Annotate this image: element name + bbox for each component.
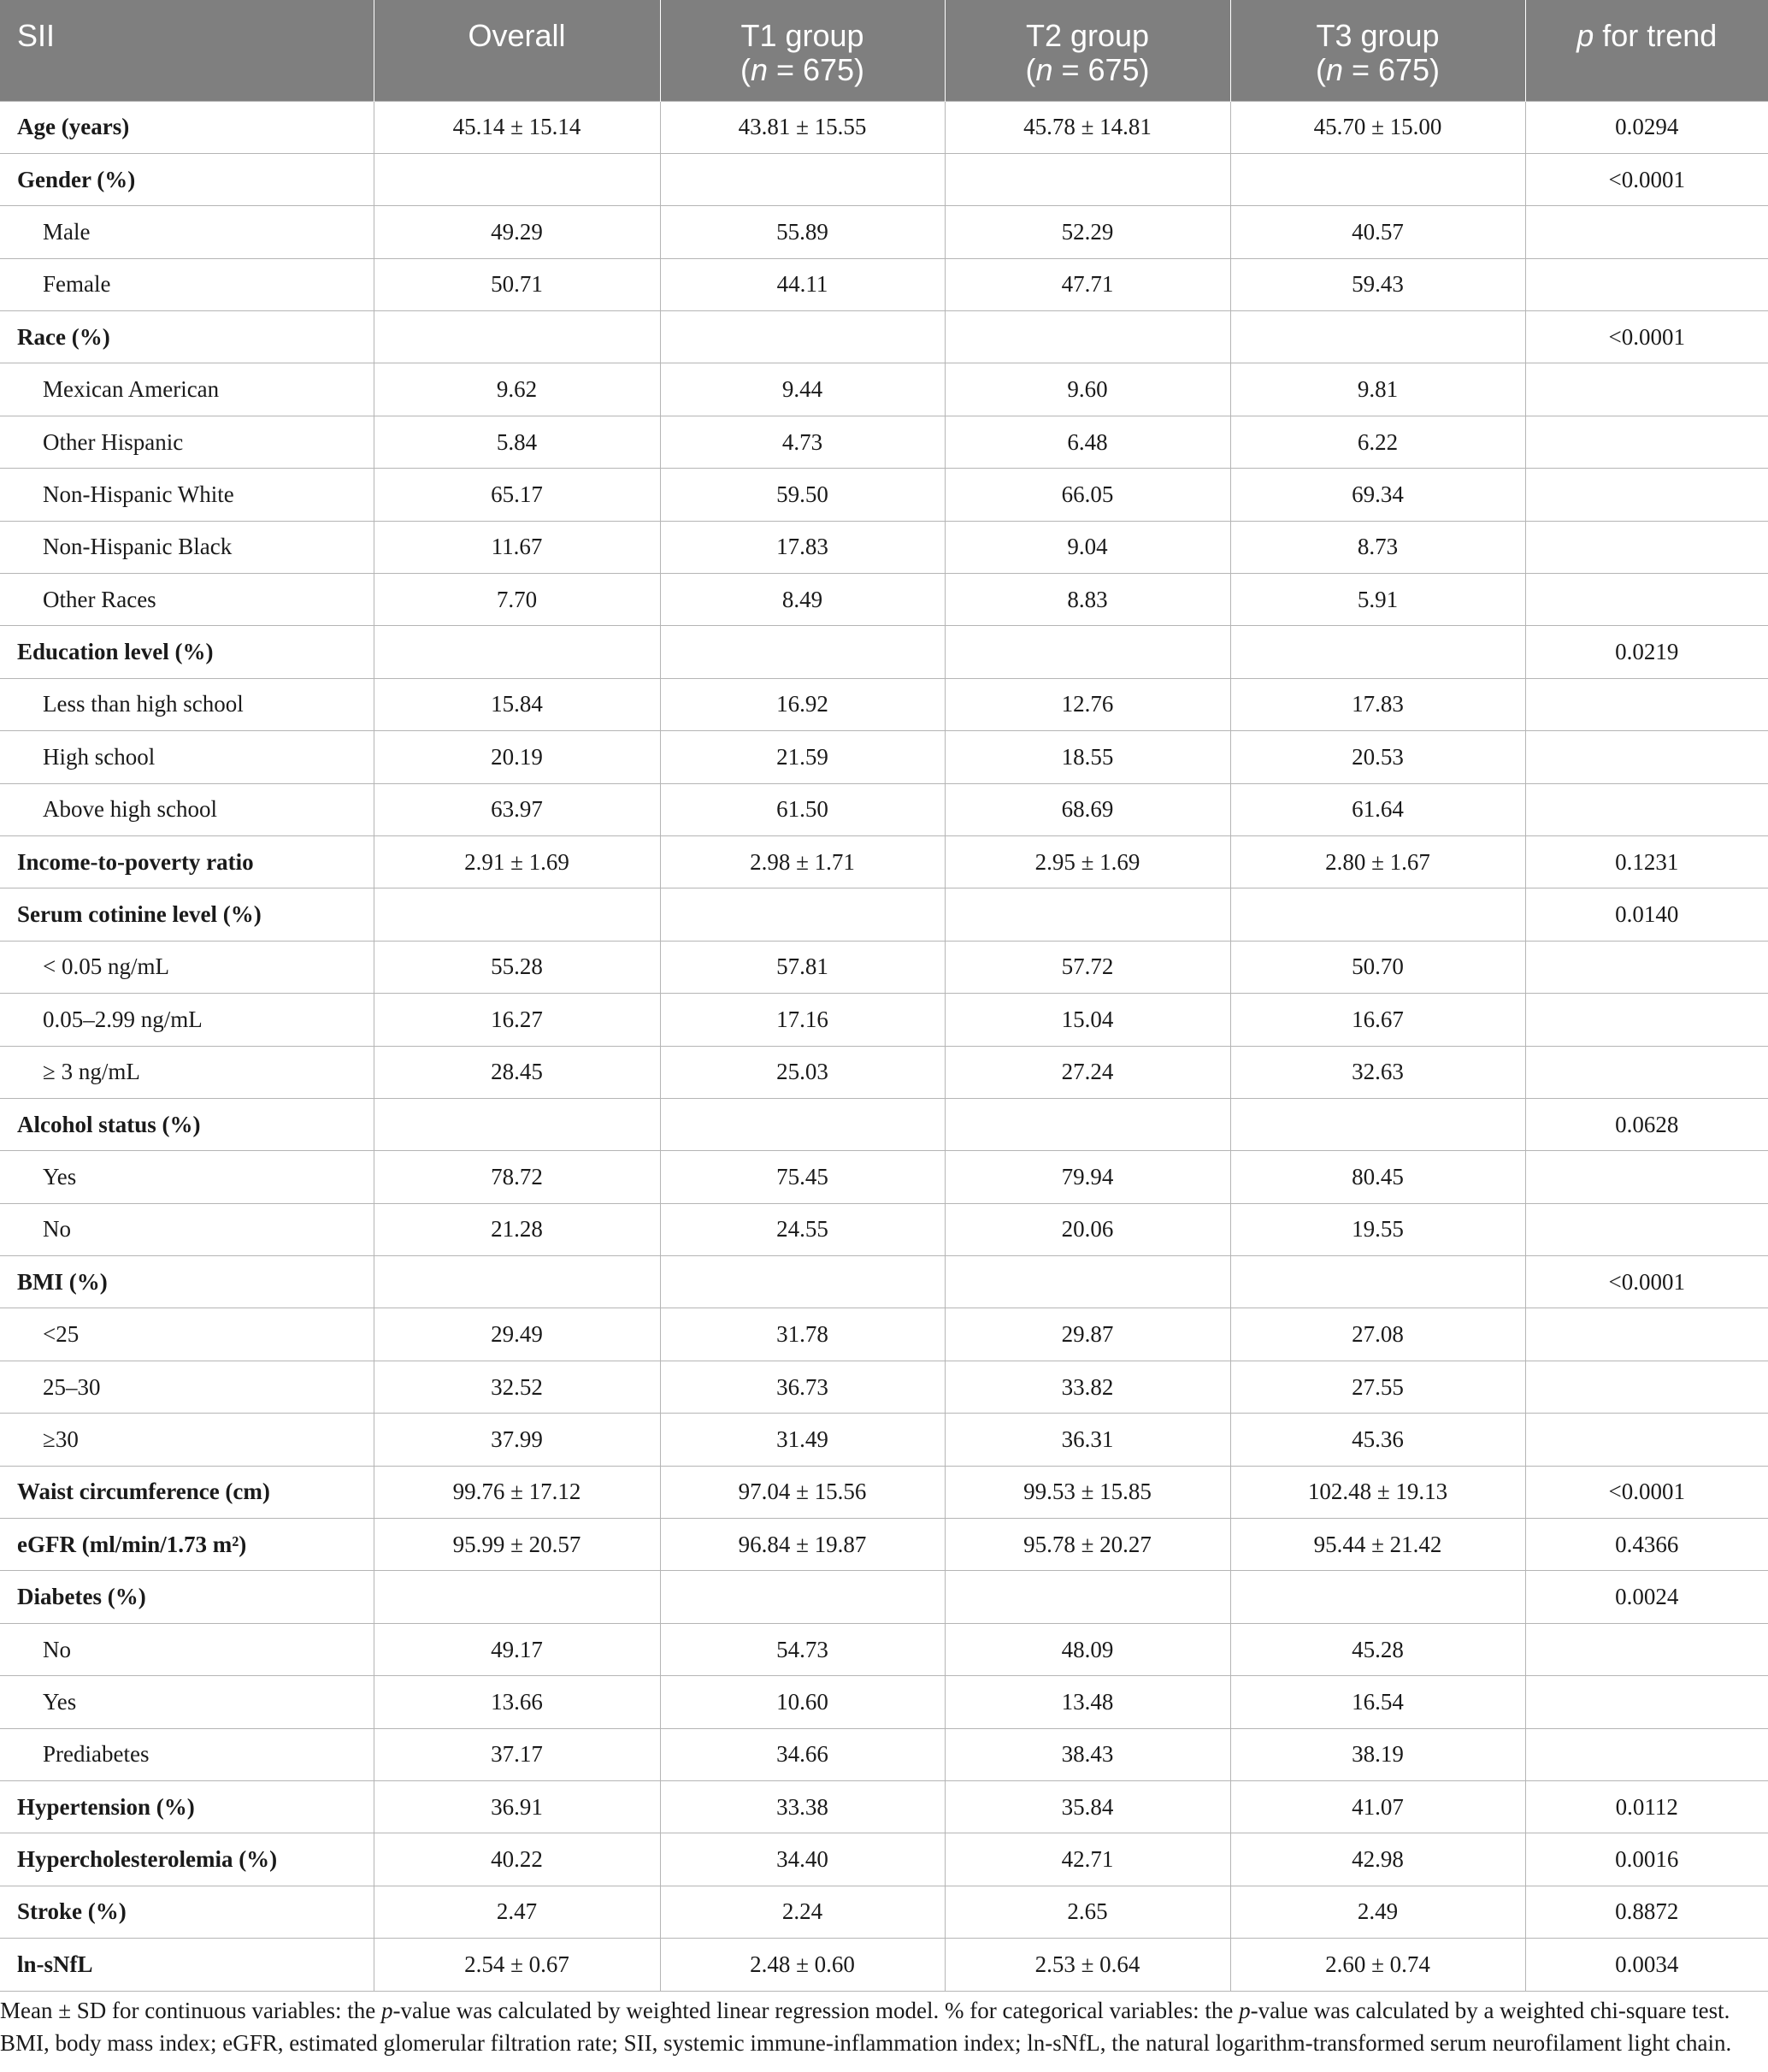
cell-t3: 41.07	[1230, 1781, 1525, 1833]
cell-t1: 2.98 ± 1.71	[660, 835, 945, 888]
row-label: No	[0, 1203, 374, 1255]
cell-p-for-trend	[1525, 416, 1768, 468]
table-row-category	[0, 1203, 1768, 1255]
table-row-variable	[0, 1833, 1768, 1886]
cell-t2: 57.72	[945, 941, 1230, 993]
table-row-category	[0, 206, 1768, 258]
table-row-category	[0, 521, 1768, 573]
cell-p-for-trend	[1525, 941, 1768, 993]
cell-t2: 12.76	[945, 678, 1230, 730]
cell-t3: 102.48 ± 19.13	[1230, 1466, 1525, 1518]
cell-t1: 8.49	[660, 574, 945, 626]
row-label: ≥30	[0, 1414, 374, 1466]
cell-p-for-trend: 0.0219	[1525, 626, 1768, 678]
row-label: Race (%)	[0, 311, 374, 363]
row-label: Mexican American	[0, 363, 374, 416]
cell-overall: 78.72	[374, 1151, 660, 1203]
table-row-variable	[0, 1781, 1768, 1833]
table-row-category	[0, 1728, 1768, 1780]
row-label: Serum cotinine level (%)	[0, 888, 374, 941]
cell-p-for-trend	[1525, 1203, 1768, 1255]
cell-t3: 61.64	[1230, 783, 1525, 835]
table-body	[0, 101, 1768, 1991]
cell-t3	[1230, 1098, 1525, 1150]
cell-t1	[660, 311, 945, 363]
row-label: Age (years)	[0, 101, 374, 153]
cell-t2: 2.53 ± 0.64	[945, 1939, 1230, 1991]
cell-overall: 36.91	[374, 1781, 660, 1833]
table-row-variable	[0, 1571, 1768, 1623]
cell-t1: 16.92	[660, 678, 945, 730]
cell-t2: 2.95 ± 1.69	[945, 835, 1230, 888]
row-label: <25	[0, 1308, 374, 1361]
cell-t1	[660, 626, 945, 678]
cell-t1: 34.40	[660, 1833, 945, 1886]
cell-p-for-trend: <0.0001	[1525, 1466, 1768, 1518]
cell-t3: 5.91	[1230, 574, 1525, 626]
row-label: Male	[0, 206, 374, 258]
row-label: Waist circumference (cm)	[0, 1466, 374, 1518]
cell-t1: 31.78	[660, 1308, 945, 1361]
cell-t1: 2.48 ± 0.60	[660, 1939, 945, 1991]
cell-overall: 29.49	[374, 1308, 660, 1361]
cell-p-for-trend: 0.8872	[1525, 1886, 1768, 1938]
row-label: Gender (%)	[0, 153, 374, 205]
cell-t2: 18.55	[945, 731, 1230, 783]
cell-p-for-trend: 0.0140	[1525, 888, 1768, 941]
table-header	[0, 0, 1768, 101]
cell-t1: 17.83	[660, 521, 945, 573]
cell-t1	[660, 1256, 945, 1308]
cell-p-for-trend	[1525, 206, 1768, 258]
table-row-category	[0, 1676, 1768, 1728]
cell-t2: 27.24	[945, 1046, 1230, 1098]
cell-overall: 49.29	[374, 206, 660, 258]
cell-t2	[945, 1256, 1230, 1308]
row-label: Diabetes (%)	[0, 1571, 374, 1623]
cell-p-for-trend: 0.1231	[1525, 835, 1768, 888]
header-t3-group	[1230, 0, 1525, 101]
cell-t1	[660, 153, 945, 205]
cell-overall: 45.14 ± 15.14	[374, 101, 660, 153]
cell-t1: 34.66	[660, 1728, 945, 1780]
cell-t3: 27.08	[1230, 1308, 1525, 1361]
cell-t1: 9.44	[660, 363, 945, 416]
cell-overall: 95.99 ± 20.57	[374, 1519, 660, 1571]
cell-p-for-trend	[1525, 1623, 1768, 1675]
cell-overall: 2.54 ± 0.67	[374, 1939, 660, 1991]
header-t3-name: T3 group	[1316, 18, 1440, 53]
cell-t2: 9.60	[945, 363, 1230, 416]
cell-t2: 66.05	[945, 469, 1230, 521]
cell-t3: 17.83	[1230, 678, 1525, 730]
cell-t1: 31.49	[660, 1414, 945, 1466]
cell-t3: 16.67	[1230, 994, 1525, 1046]
row-label: Above high school	[0, 783, 374, 835]
header-p-for-trend: p for trend	[1525, 0, 1768, 101]
cell-t3: 8.73	[1230, 521, 1525, 573]
cell-overall	[374, 153, 660, 205]
table-row-variable	[0, 888, 1768, 941]
cell-overall: 2.47	[374, 1886, 660, 1938]
cell-t2: 29.87	[945, 1308, 1230, 1361]
cell-t2: 20.06	[945, 1203, 1230, 1255]
cell-p-for-trend: <0.0001	[1525, 153, 1768, 205]
cell-t3: 80.45	[1230, 1151, 1525, 1203]
cell-overall: 13.66	[374, 1676, 660, 1728]
cell-t3	[1230, 626, 1525, 678]
cell-t1: 55.89	[660, 206, 945, 258]
cell-t3: 16.54	[1230, 1676, 1525, 1728]
cell-p-for-trend	[1525, 731, 1768, 783]
table-row-category	[0, 1308, 1768, 1361]
table-row-category	[0, 258, 1768, 310]
row-label: 25–30	[0, 1361, 374, 1413]
table-row-category	[0, 416, 1768, 468]
cell-t3: 45.70 ± 15.00	[1230, 101, 1525, 153]
row-label: Yes	[0, 1151, 374, 1203]
cell-t1	[660, 1571, 945, 1623]
cell-t3	[1230, 153, 1525, 205]
table-row-variable	[0, 1466, 1768, 1518]
row-label: Non-Hispanic White	[0, 469, 374, 521]
cell-overall: 7.70	[374, 574, 660, 626]
row-label: Other Races	[0, 574, 374, 626]
table-row-category	[0, 1414, 1768, 1466]
cell-t2: 6.48	[945, 416, 1230, 468]
cell-t3: 19.55	[1230, 1203, 1525, 1255]
row-label: No	[0, 1623, 374, 1675]
cell-t1: 57.81	[660, 941, 945, 993]
header-t2-name: T2 group	[1025, 18, 1150, 53]
header-sii: SII	[0, 0, 374, 101]
cell-p-for-trend	[1525, 783, 1768, 835]
cell-overall: 5.84	[374, 416, 660, 468]
header-row	[0, 0, 1768, 101]
cell-t1: 96.84 ± 19.87	[660, 1519, 945, 1571]
cell-p-for-trend	[1525, 258, 1768, 310]
cell-t2: 9.04	[945, 521, 1230, 573]
cell-t3: 59.43	[1230, 258, 1525, 310]
cell-t2: 99.53 ± 15.85	[945, 1466, 1230, 1518]
cell-p-for-trend: 0.0112	[1525, 1781, 1768, 1833]
cell-t1	[660, 888, 945, 941]
row-label: Income-to-poverty ratio	[0, 835, 374, 888]
cell-t3: 6.22	[1230, 416, 1525, 468]
cell-overall: 65.17	[374, 469, 660, 521]
row-label: Female	[0, 258, 374, 310]
cell-t1: 54.73	[660, 1623, 945, 1675]
cell-t1: 4.73	[660, 416, 945, 468]
row-label: Yes	[0, 1676, 374, 1728]
cell-t2: 2.65	[945, 1886, 1230, 1938]
cell-t1: 25.03	[660, 1046, 945, 1098]
cell-t3: 42.98	[1230, 1833, 1525, 1886]
cell-p-for-trend: 0.4366	[1525, 1519, 1768, 1571]
cell-t3: 40.57	[1230, 206, 1525, 258]
table-row-category	[0, 783, 1768, 835]
table-row-variable	[0, 1519, 1768, 1571]
cell-p-for-trend	[1525, 521, 1768, 573]
cell-p-for-trend	[1525, 678, 1768, 730]
cell-p-for-trend	[1525, 469, 1768, 521]
cell-p-for-trend	[1525, 1046, 1768, 1098]
cell-overall: 32.52	[374, 1361, 660, 1413]
cell-t3: 45.36	[1230, 1414, 1525, 1466]
cell-t3	[1230, 1256, 1525, 1308]
cell-t2: 33.82	[945, 1361, 1230, 1413]
cell-p-for-trend: 0.0024	[1525, 1571, 1768, 1623]
row-label: Hypercholesterolemia (%)	[0, 1833, 374, 1886]
cell-t2: 45.78 ± 14.81	[945, 101, 1230, 153]
cell-t3: 45.28	[1230, 1623, 1525, 1675]
cell-t1: 24.55	[660, 1203, 945, 1255]
cell-overall: 21.28	[374, 1203, 660, 1255]
table-row-category	[0, 363, 1768, 416]
header-t1-group	[660, 0, 945, 101]
cell-t2: 15.04	[945, 994, 1230, 1046]
cell-overall	[374, 1098, 660, 1150]
cell-t3: 2.60 ± 0.74	[1230, 1939, 1525, 1991]
cell-t3: 95.44 ± 21.42	[1230, 1519, 1525, 1571]
header-t2-n: (n = 675)	[1025, 52, 1150, 87]
cell-overall: 16.27	[374, 994, 660, 1046]
row-label: 0.05–2.99 ng/mL	[0, 994, 374, 1046]
table-row-category	[0, 1361, 1768, 1413]
table-row-variable	[0, 153, 1768, 205]
cell-overall: 55.28	[374, 941, 660, 993]
cell-t2: 48.09	[945, 1623, 1230, 1675]
cell-t3: 38.19	[1230, 1728, 1525, 1780]
table-row-category	[0, 469, 1768, 521]
header-t1-name: T1 group	[740, 18, 864, 53]
cell-t1: 36.73	[660, 1361, 945, 1413]
row-label: Less than high school	[0, 678, 374, 730]
cell-p-for-trend: 0.0628	[1525, 1098, 1768, 1150]
row-label: ≥ 3 ng/mL	[0, 1046, 374, 1098]
cell-t1: 97.04 ± 15.56	[660, 1466, 945, 1518]
header-t3-n: (n = 675)	[1315, 52, 1441, 87]
cell-t3: 2.49	[1230, 1886, 1525, 1938]
cell-t1: 43.81 ± 15.55	[660, 101, 945, 153]
table-row-category	[0, 1151, 1768, 1203]
table-row-variable	[0, 1098, 1768, 1150]
cell-t2: 79.94	[945, 1151, 1230, 1203]
cell-t1: 33.38	[660, 1781, 945, 1833]
row-label: Prediabetes	[0, 1728, 374, 1780]
row-label: ln-sNfL	[0, 1939, 374, 1991]
cell-t3	[1230, 1571, 1525, 1623]
cell-t3: 27.55	[1230, 1361, 1525, 1413]
cell-p-for-trend	[1525, 1728, 1768, 1780]
cell-p-for-trend	[1525, 1414, 1768, 1466]
header-t1-n: (n = 675)	[740, 52, 865, 87]
cell-overall: 99.76 ± 17.12	[374, 1466, 660, 1518]
cell-overall: 28.45	[374, 1046, 660, 1098]
cell-t1: 75.45	[660, 1151, 945, 1203]
table-row-variable	[0, 311, 1768, 363]
cell-t2: 68.69	[945, 783, 1230, 835]
cell-t2: 35.84	[945, 1781, 1230, 1833]
cell-t2: 95.78 ± 20.27	[945, 1519, 1230, 1571]
table-row-category	[0, 994, 1768, 1046]
cell-t2	[945, 1571, 1230, 1623]
row-label: Other Hispanic	[0, 416, 374, 468]
row-label: Stroke (%)	[0, 1886, 374, 1938]
table-row-category	[0, 1046, 1768, 1098]
table-row-variable	[0, 626, 1768, 678]
cell-t2	[945, 888, 1230, 941]
table-footnote: Mean ± SD for continuous variables: the p-value was calculated by weighted linear regression model. % for categorical variables: the p-value was calculated by a weighted chi-square test. BMI, body mass index; eGFR, estimated glomerular filtration rate; SII, systemic immune-inflammation index; ln-sNfL, the natural logarithm-transformed serum neurofilament light chain.	[0, 1998, 1732, 2056]
cell-overall: 37.17	[374, 1728, 660, 1780]
cell-t1: 59.50	[660, 469, 945, 521]
cell-t1: 44.11	[660, 258, 945, 310]
table-row-variable	[0, 1256, 1768, 1308]
cell-t1: 2.24	[660, 1886, 945, 1938]
cell-overall: 20.19	[374, 731, 660, 783]
cell-t3: 69.34	[1230, 469, 1525, 521]
row-label: High school	[0, 731, 374, 783]
cell-overall: 11.67	[374, 521, 660, 573]
cell-p-for-trend	[1525, 994, 1768, 1046]
header-overall: Overall	[374, 0, 660, 101]
row-label: eGFR (ml/min/1.73 m²)	[0, 1519, 374, 1571]
cell-overall: 9.62	[374, 363, 660, 416]
cell-p-for-trend	[1525, 1308, 1768, 1361]
cell-overall	[374, 888, 660, 941]
cell-overall	[374, 311, 660, 363]
table-row-variable	[0, 1886, 1768, 1938]
table-row-category	[0, 574, 1768, 626]
row-label: Non-Hispanic Black	[0, 521, 374, 573]
cell-overall: 50.71	[374, 258, 660, 310]
cell-overall: 37.99	[374, 1414, 660, 1466]
cell-p-for-trend: <0.0001	[1525, 1256, 1768, 1308]
cell-p-for-trend	[1525, 1151, 1768, 1203]
cell-t3: 50.70	[1230, 941, 1525, 993]
cell-p-for-trend: 0.0294	[1525, 101, 1768, 153]
cell-t2	[945, 311, 1230, 363]
cell-t2	[945, 153, 1230, 205]
cell-t2	[945, 626, 1230, 678]
cell-p-for-trend: 0.0016	[1525, 1833, 1768, 1886]
cell-t2: 52.29	[945, 206, 1230, 258]
cell-t3: 32.63	[1230, 1046, 1525, 1098]
cell-t3	[1230, 311, 1525, 363]
row-label: < 0.05 ng/mL	[0, 941, 374, 993]
table-row-variable	[0, 101, 1768, 153]
cell-p-for-trend: 0.0034	[1525, 1939, 1768, 1991]
cell-p-for-trend	[1525, 1361, 1768, 1413]
cell-t2: 13.48	[945, 1676, 1230, 1728]
cell-p-for-trend: <0.0001	[1525, 311, 1768, 363]
cell-t1: 21.59	[660, 731, 945, 783]
header-t2-group	[945, 0, 1230, 101]
cell-t3: 20.53	[1230, 731, 1525, 783]
cell-p-for-trend	[1525, 1676, 1768, 1728]
cell-t2: 38.43	[945, 1728, 1230, 1780]
cell-t2: 42.71	[945, 1833, 1230, 1886]
table-row-category	[0, 941, 1768, 993]
cell-p-for-trend	[1525, 574, 1768, 626]
cell-t2: 47.71	[945, 258, 1230, 310]
cell-overall: 2.91 ± 1.69	[374, 835, 660, 888]
cell-overall	[374, 1256, 660, 1308]
cell-t1	[660, 1098, 945, 1150]
row-label: Alcohol status (%)	[0, 1098, 374, 1150]
table-row-variable	[0, 835, 1768, 888]
cell-t1: 61.50	[660, 783, 945, 835]
cell-t1: 10.60	[660, 1676, 945, 1728]
cell-t2	[945, 1098, 1230, 1150]
table-row-category	[0, 731, 1768, 783]
cell-t2: 8.83	[945, 574, 1230, 626]
table-row-category	[0, 1623, 1768, 1675]
row-label: BMI (%)	[0, 1256, 374, 1308]
cell-t3	[1230, 888, 1525, 941]
cell-overall: 40.22	[374, 1833, 660, 1886]
cell-t3: 2.80 ± 1.67	[1230, 835, 1525, 888]
row-label: Education level (%)	[0, 626, 374, 678]
table-row-variable	[0, 1939, 1768, 1991]
cell-t2: 36.31	[945, 1414, 1230, 1466]
cell-overall: 63.97	[374, 783, 660, 835]
cell-t3: 9.81	[1230, 363, 1525, 416]
cell-overall: 49.17	[374, 1623, 660, 1675]
cell-overall	[374, 626, 660, 678]
cell-overall: 15.84	[374, 678, 660, 730]
cell-p-for-trend	[1525, 363, 1768, 416]
table-row-category	[0, 678, 1768, 730]
cell-overall	[374, 1571, 660, 1623]
row-label: Hypertension (%)	[0, 1781, 374, 1833]
cell-t1: 17.16	[660, 994, 945, 1046]
